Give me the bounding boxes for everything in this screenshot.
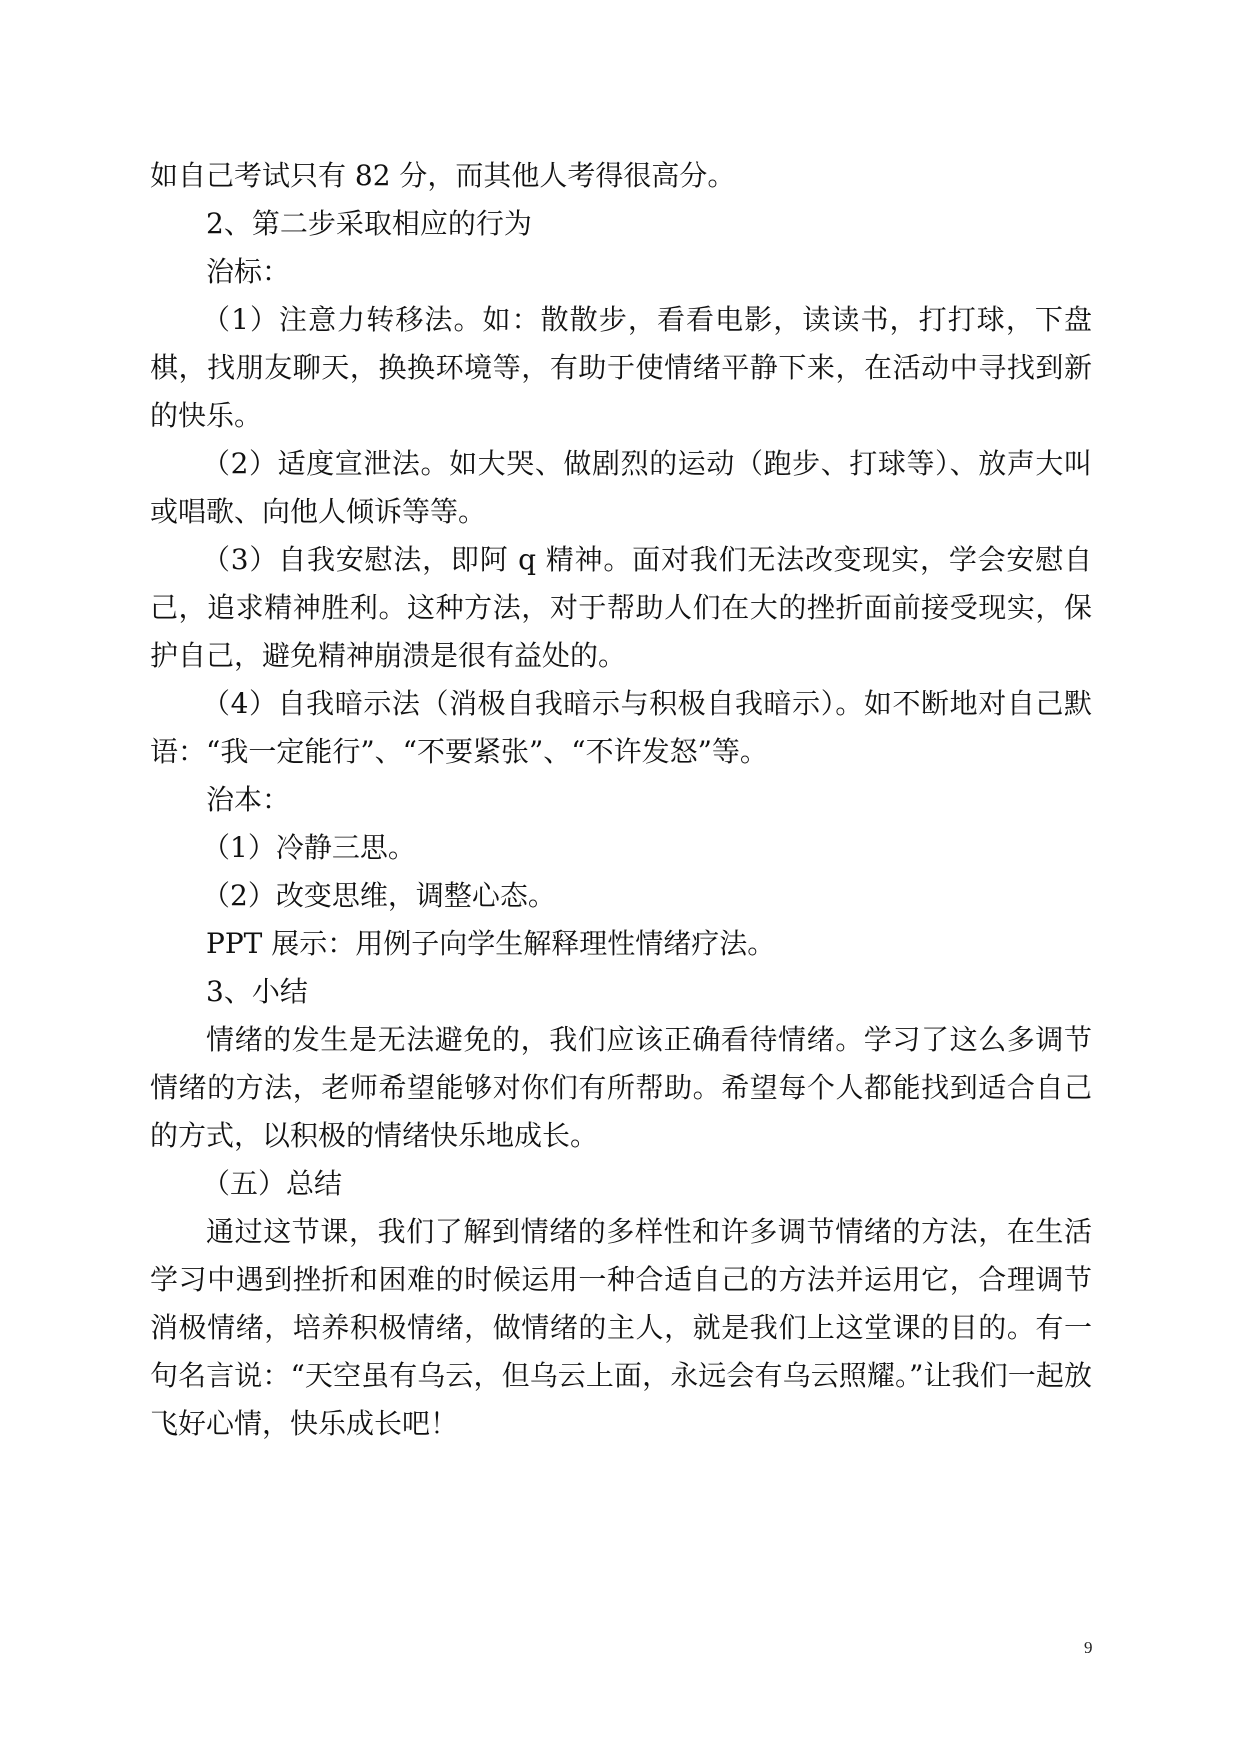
page-number: 9	[1084, 1638, 1093, 1657]
section-heading-summary-three: 3、小结	[206, 975, 308, 1008]
paragraph-self-comfort: （3）自我安慰法，即阿 q 精神。面对我们无法改变现实，学会安慰自己，追求精神胜利。这种方法，对于帮助人们在大的挫折面前接受现实，保护自己，避免精神崩溃是很有益处的。	[150, 543, 1092, 672]
paragraph-self-suggestion: （4）自我暗示法（消极自我暗示与积极自我暗示）。如不断地对自己默语：“我一定能行”、“不要紧张”、“不许发怒”等。	[150, 687, 1092, 768]
paragraph-continuation: 如自己考试只有 82 分，而其他人考得很高分。	[150, 159, 736, 192]
paragraph-ppt-display: PPT 展示：用例子向学生解释理性情绪疗法。	[206, 927, 776, 960]
paragraph-attention-shift: （1）注意力转移法。如：散散步，看看电影，读读书，打打球，下盘棋，找朋友聊天，换换环境等，有助于使情绪平静下来，在活动中寻找到新的快乐。	[150, 303, 1092, 432]
subheading-symptom-treatment: 治标：	[206, 255, 291, 288]
subheading-root-treatment: 治本：	[206, 783, 291, 816]
paragraph-change-thinking: （2）改变思维，调整心态。	[202, 879, 556, 912]
paragraph-calm-thinking: （1）冷静三思。	[202, 831, 416, 864]
section-heading-step-two: 2、第二步采取相应的行为	[206, 207, 532, 240]
paragraph-moderate-release: （2）适度宣泄法。如大哭、做剧烈的运动（跑步、打球等）、放声大叫或唱歌、向他人倾诉等等。	[150, 447, 1092, 528]
paragraph-conclusion-text: 通过这节课，我们了解到情绪的多样性和许多调节情绪的方法，在生活学习中遇到挫折和困难的时候运用一种合适自己的方法并运用它，合理调节消极情绪，培养积极情绪，做情绪的主人，就是我们上这堂课的目的。有一句名言说：“天空虽有乌云，但乌云上面，永远会有乌云照耀。”让我们一起放飞好心情，快乐成长吧！	[150, 1215, 1092, 1440]
document-body	[150, 152, 1092, 1448]
section-heading-conclusion: （五）总结	[202, 1167, 343, 1200]
paragraph-summary-text: 情绪的发生是无法避免的，我们应该正确看待情绪。学习了这么多调节情绪的方法，老师希望能够对你们有所帮助。希望每个人都能找到适合自己的方式，以积极的情绪快乐地成长。	[150, 1023, 1092, 1152]
